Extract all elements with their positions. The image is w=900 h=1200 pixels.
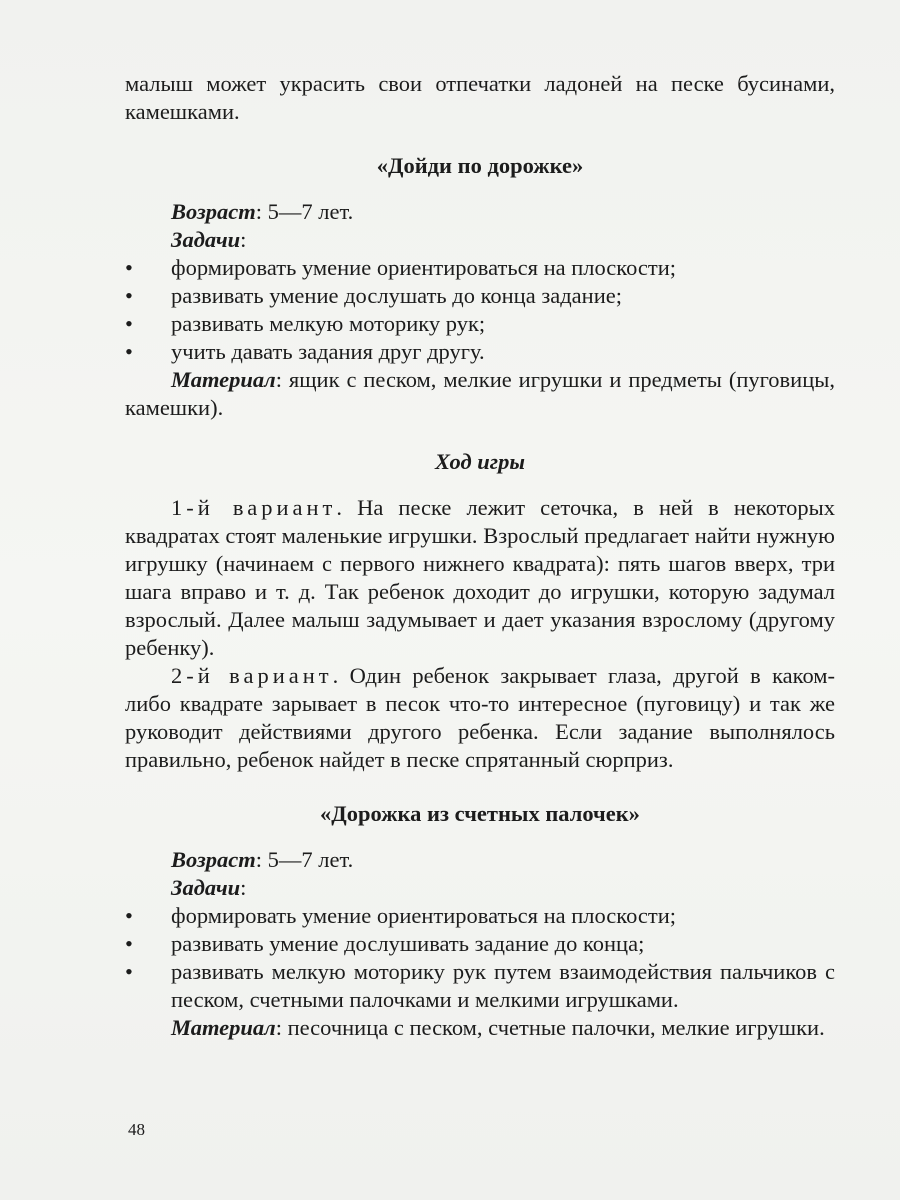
course-title: Ход игры [435, 449, 525, 474]
bullet-icon: • [125, 931, 133, 956]
list-item: • формировать умение ориентироваться на плоскости; [125, 903, 676, 928]
bullet-icon: • [125, 339, 133, 364]
bullet-icon: • [125, 959, 133, 984]
page-number: 48 [128, 1120, 145, 1139]
intro-paragraph: малыш может украсить свои отпечатки ладоней на песке бусинами, камешками. [125, 71, 835, 124]
game1-material [125, 366, 835, 422]
list-item: • формировать умение ориентироваться на плоскости; [125, 255, 676, 280]
variant2-text: . Один ребенок закрывает глаза, другой в каком-либо квадрате зарывает в песок что-то интересное (пуговицу) и так же руководит действиями другого ребенка. Если задание выполнялось правильно, ребенок найдет в песке спрятанный сюрприз. [125, 663, 836, 772]
list-item: • развивать мелкую моторику рук путем взаимодействия пальчиков с песком, счетными палочками и мелкими игрушками. [125, 959, 835, 1012]
material-value: : песочница с песком, счетные палочки, мелкие игрушки. [275, 1015, 825, 1040]
game2-age [125, 846, 835, 874]
list-item: • развивать мелкую моторику рук; [125, 311, 486, 336]
age-value: : 5—7 лет. [255, 199, 354, 224]
material-label: Материал [171, 367, 276, 392]
tasks-label: Задачи [171, 875, 241, 900]
game1-tasks-heading: Задачи: [171, 227, 247, 252]
bullet-icon: • [125, 283, 133, 308]
variant2-paragraph [125, 662, 835, 774]
tasks-label: Задачи [171, 227, 241, 252]
list-item: • учить давать задания друг другу. [125, 339, 485, 364]
game2-task-list [125, 902, 835, 1014]
bullet-icon: • [125, 311, 133, 336]
variant2-label: 2-й вариант [171, 663, 333, 688]
game1-task-list [125, 254, 835, 366]
bullet-icon: • [125, 903, 133, 928]
page-text [125, 70, 835, 1042]
age-label: Возраст [171, 199, 256, 224]
age-label: Возраст [171, 847, 256, 872]
game1-age [125, 198, 835, 226]
game2-title: «Дорожка из счетных палочек» [320, 801, 640, 826]
game1-title: «Дойди по дорожке» [376, 153, 584, 178]
bullet-icon: • [125, 255, 133, 280]
game2-tasks-heading: Задачи: [171, 875, 247, 900]
material-value: : ящик с песком, мелкие игрушки и предметы (пуговицы, камешки). [125, 367, 835, 420]
list-item: • развивать умение дослушать до конца задание; [125, 283, 622, 308]
variant1-paragraph [125, 494, 835, 662]
variant1-text: . На песке лежит сеточка, в ней в некоторых квадратах стоят маленькие игрушки. Взрослый предлагает найти нужную игрушку (начинаем с первого нижнего квадрата): пять шагов вверх, три шага вправо и т. д. Так ребенок доходит до игрушки, которую задумал взрослый. Далее малыш задумывает и дает указания взрослому (другому ребенку). [125, 495, 836, 660]
list-item: • развивать умение дослушивать задание до конца; [125, 931, 645, 956]
game2-material [125, 1014, 835, 1042]
material-label: Материал [171, 1015, 276, 1040]
age-value: : 5—7 лет. [255, 847, 354, 872]
variant1-label: 1-й вариант [171, 495, 337, 520]
